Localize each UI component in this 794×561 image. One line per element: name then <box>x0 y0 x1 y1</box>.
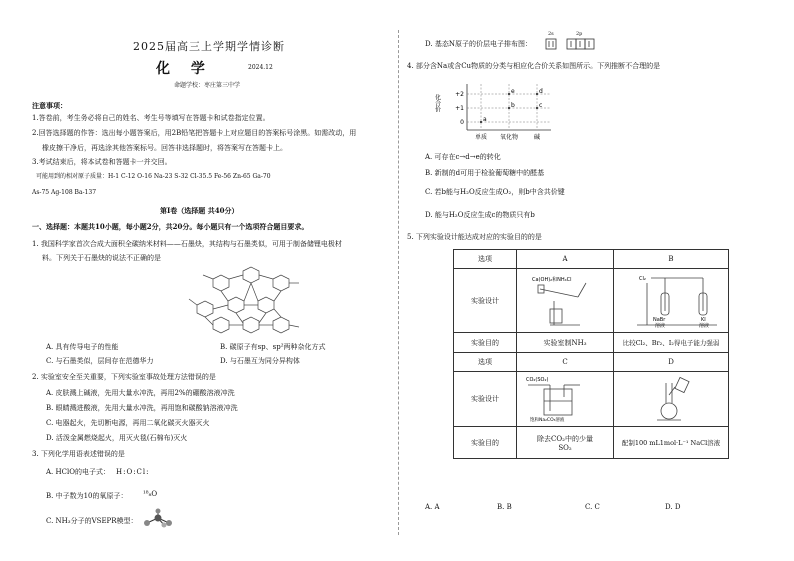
apparatus-d-figure <box>617 373 725 423</box>
orbital-2p-label: 2p <box>576 31 583 37</box>
x-tick-label: 碱 <box>533 134 541 141</box>
figure-label: 溶液 <box>655 322 666 329</box>
q5-answer-b: B. B <box>497 503 512 511</box>
figure-label: Cl₂ <box>639 275 646 282</box>
graphyne-structure-diagram <box>183 265 303 337</box>
q1-option-d: D. 与石墨互为同分异构体 <box>220 357 300 365</box>
q1-option-a: A. 具有传导电子的性能 <box>46 343 119 351</box>
figure-label: KI <box>701 316 706 323</box>
table-cell: B <box>614 250 729 269</box>
apparatus-d-cell <box>614 372 729 427</box>
data-point-label: e <box>511 88 515 95</box>
q1-option-b: B. 碳原子有sp、sp²两种杂化方式 <box>220 343 326 351</box>
q3-stem: 3. 下列化学用语表述错误的是 <box>32 450 125 458</box>
table-cell: 选项 <box>454 353 517 372</box>
data-point-label: c <box>539 102 543 109</box>
exam-date: 2024.12 <box>248 64 273 71</box>
q2-stem: 2. 实验室安全至关重要，下列实验室事故处理方法错误的是 <box>32 373 216 381</box>
hclo-electron-formula: H:O:Cl: <box>116 468 150 476</box>
q2-option-c: C. 电器起火，先切断电源，再用二氧化碳灭火器灭火 <box>46 419 210 427</box>
y-tick-label: +1 <box>455 105 464 112</box>
q5-answer-c: C. C <box>585 503 600 511</box>
table-cell-text: 除去CO₂中的少量 <box>537 434 593 443</box>
figure-label: 饱和Na₂CO₃溶液 <box>530 418 565 423</box>
q3-option-d: D. 基态N原子的价层电子排布图： <box>425 40 532 48</box>
note-item: 3.考试结束后，将本试卷和答题卡一并交回。 <box>32 158 172 166</box>
x-tick-label: 单质 <box>474 134 488 141</box>
apparatus-b-cell <box>614 269 729 333</box>
table-cell: 配制100 mL1mol·L⁻¹ NaCl溶液 <box>614 427 729 459</box>
q2-option-d: D. 活泼金属燃烧起火，用灭火毯(石棉布)灭火 <box>46 434 188 442</box>
note-item: 2.回答选择题的作答：选出每小题答案后，用2B铅笔把答题卡上对应题目的答案标号涂黑。如需改动，用 <box>32 129 357 137</box>
orbital-diagram-icon <box>545 38 595 50</box>
apparatus-a-cell <box>517 269 614 333</box>
table-cell-text: SO₂ <box>558 443 572 452</box>
figure-label: CO₂(SO₂) <box>526 377 549 383</box>
figure-label: NaBr <box>653 316 666 323</box>
q5-stem: 5. 下列实验设计能达成对应的实验目的的是 <box>407 233 542 241</box>
part1-title: 第Ⅰ卷（选择题 共40分） <box>160 206 239 215</box>
apparatus-a-figure <box>520 271 610 329</box>
valence-classification-chart <box>435 80 555 146</box>
figure-label: 溶液 <box>699 322 710 329</box>
note-item: 1.答卷前，考生务必将自己的姓名、考生号等填写在答题卡和试卷指定位置。 <box>32 114 270 122</box>
atomic-masses-line2: As-75 Ag-108 Ba-137 <box>32 189 97 196</box>
q2-option-a: A. 皮肤溅上碱液，先用大量水冲洗，再用2%的硼酸溶液冲洗 <box>46 389 235 397</box>
column-divider <box>398 30 399 535</box>
apparatus-c-cell <box>517 372 614 427</box>
table-cell: D <box>614 353 729 372</box>
exam-title: 2025届高三上学期学情诊断 <box>133 40 285 53</box>
atomic-masses-line1: 可能用到的相对原子质量：H-1 C-12 O-16 Na-23 S-32 Cl-35.5 Fe-56 Zn-65 Ga-70 <box>36 173 271 180</box>
y-tick-label: +2 <box>455 91 464 98</box>
notes-heading: 注意事项： <box>32 101 67 110</box>
q3-option-b: B. 中子数为10的氧原子： <box>46 492 128 500</box>
y-tick-label: 0 <box>460 119 464 126</box>
table-cell: 选项 <box>454 250 517 269</box>
q2-option-b: B. 眼睛溅进酸液，先用大量水冲洗，再用饱和碳酸钠溶液冲洗 <box>46 404 238 412</box>
table-cell: 实验目的 <box>454 427 517 459</box>
orbital-2s-label: 2s <box>548 31 554 37</box>
part1-instruction: 一、选择题：本题共10小题，每小题2分，共20分。每小题只有一个选项符合题目要求。 <box>32 222 309 231</box>
data-point-label: d <box>539 88 543 95</box>
apparatus-b-figure <box>617 271 725 329</box>
table-cell: 实验室制NH₃ <box>517 333 614 353</box>
valence-chart-svg <box>435 80 555 142</box>
note-item: 橡皮擦干净后，再选涂其他答案标号。回答非选择题时，将答案写在答题卡上。 <box>42 144 287 152</box>
data-point <box>536 107 538 109</box>
q1-stem: 1. 我国科学家首次合成大面积全碳纳米材料——石墨炔，其结构与石墨类似，可用于制备储锂电极材 <box>32 240 342 248</box>
oxygen-isotope-symbol: ¹⁸₈O <box>143 490 158 498</box>
data-point <box>480 121 482 123</box>
q4-option-b: B. 新制的d可用于检验葡萄糖中的醛基 <box>425 169 545 177</box>
y-axis-label: 化合价 <box>433 94 441 112</box>
q4-option-c: C. 若b能与H₂O反应生成O₂，则b中含共价键 <box>425 188 565 196</box>
table-cell: 实验目的 <box>454 333 517 353</box>
q1-stem: 料。下列关于石墨炔的说法不正确的是 <box>42 254 161 262</box>
exam-subject: 化 学 <box>156 61 213 77</box>
data-point <box>508 93 510 95</box>
q5-answer-d: D. D <box>665 503 681 511</box>
nh3-vsepr-model-icon <box>142 508 174 528</box>
apparatus-c-figure <box>520 373 610 423</box>
table-cell: 实验设计 <box>454 269 517 333</box>
q4-option-a: A. 可存在c→d→e的转化 <box>425 153 501 161</box>
data-point <box>508 107 510 109</box>
data-point <box>536 93 538 95</box>
table-cell: 实验设计 <box>454 372 517 427</box>
q4-option-d: D. 能与H₂O反应生成c的物质只有b <box>425 211 535 219</box>
exam-school: 命题学校：枣庄第三中学 <box>174 82 241 89</box>
q5-answer-a: A. A <box>425 503 440 511</box>
data-point-label: b <box>511 102 515 109</box>
q5-experiment-table <box>453 249 729 459</box>
q3-option-c: C. NH₃分子的VSEPR模型： <box>46 517 138 525</box>
figure-label: Ca(OH)₂和NH₄Cl <box>532 276 572 283</box>
table-cell: C <box>517 353 614 372</box>
q1-option-c: C. 与石墨类似，层间存在范德华力 <box>46 357 154 365</box>
q4-stem: 4. 部分含Na或含Cu物质的分类与相应化合价关系如图所示。下列推断不合理的是 <box>407 62 661 70</box>
q3-option-a: A. HClO的电子式： <box>46 468 110 476</box>
table-cell: A <box>517 250 614 269</box>
x-tick-label: 氧化物 <box>499 134 519 141</box>
data-point-label: a <box>483 116 487 123</box>
table-cell: 比较Cl₂、Br₂、I₂得电子能力强弱 <box>614 333 729 353</box>
goal-c-cell <box>517 427 614 459</box>
